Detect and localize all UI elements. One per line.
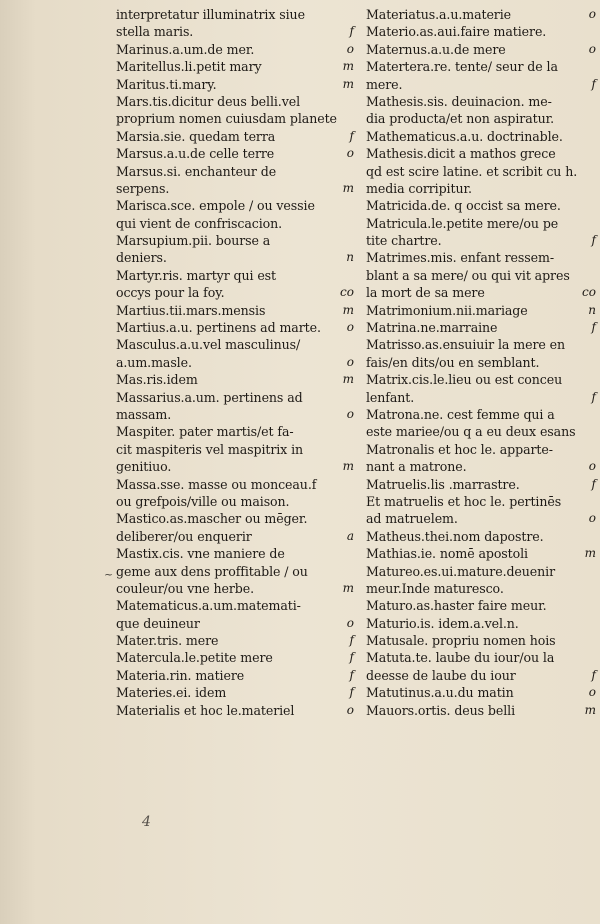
entry-text: Et matruelis et hoc le. pertinēs (366, 493, 562, 509)
gender-mark: m (342, 76, 354, 91)
entry-text: Materia.rin. matiere (116, 667, 245, 683)
text-line (366, 406, 590, 423)
text-line (116, 528, 356, 545)
entry-text: stella maris. (116, 24, 194, 40)
text-line (366, 110, 590, 127)
entry-text: Materiatus.a.u.materie (366, 7, 512, 22)
text-line (116, 284, 356, 301)
text-line (116, 145, 356, 162)
gender-mark: n (588, 302, 596, 317)
text-line (366, 23, 590, 40)
entry-text: Martyr.ris. martyr qui est (116, 267, 277, 283)
text-line (366, 249, 590, 266)
gender-mark: m (584, 546, 596, 561)
text-line (116, 545, 356, 562)
text-line (116, 267, 356, 284)
text-line (366, 336, 590, 353)
gender-mark: o (346, 702, 354, 717)
text-line (366, 215, 590, 232)
gender-mark: f (349, 685, 354, 700)
text-line (116, 180, 356, 197)
entry-text: Marsus.a.u.de celle terre (116, 146, 275, 162)
text-line (366, 702, 596, 719)
entry-text: Massa.sse. masse ou monceau.f (116, 476, 317, 492)
gender-mark: o (588, 7, 596, 21)
text-line (116, 23, 356, 40)
text-line (366, 545, 596, 562)
gender-mark: m (342, 59, 354, 74)
text-line (366, 163, 590, 180)
entry-text: este mariee/ou q a eu deux esans (366, 424, 576, 440)
entry-text: qd est scire latine. et scribit cu h. (366, 163, 578, 179)
text-line (366, 423, 590, 440)
margin-mark: ~ (104, 568, 114, 581)
gender-mark: f (591, 233, 596, 248)
gender-mark: m (584, 702, 596, 717)
text-line (116, 406, 356, 423)
text-line (116, 441, 356, 458)
entry-text: Matercula.le.petite mere (116, 650, 273, 666)
text-line (116, 458, 356, 475)
text-line (116, 215, 356, 232)
text-line (366, 371, 590, 388)
entry-text: la mort de sa mere (366, 285, 485, 301)
text-line (116, 493, 356, 510)
entry-text: Matrona.ne. cest femme qui a (366, 406, 555, 422)
gender-mark: o (346, 354, 354, 369)
entry-text: genitiuo. (116, 459, 172, 475)
text-line (116, 563, 356, 580)
gender-mark: f (591, 667, 596, 682)
text-line (366, 6, 596, 23)
entry-text: Matuta.te. laube du iour/ou la (366, 650, 555, 666)
entry-text: Marsupium.pii. bourse a (116, 233, 271, 249)
entry-text: Matrisso.as.ensuiuir la mere en (366, 337, 565, 353)
text-line (116, 371, 356, 388)
entry-text: Matureo.es.ui.mature.deuenir (366, 563, 556, 579)
entry-text: Maternus.a.u.de mere (366, 41, 506, 57)
entry-text: Matheus.thei.nom dapostre. (366, 528, 544, 544)
entry-text: Matutinus.a.u.du matin (366, 685, 514, 701)
entry-text: deesse de laube du iour (366, 667, 516, 683)
text-line (366, 528, 590, 545)
text-line (366, 684, 596, 701)
gender-mark: f (591, 389, 596, 404)
gender-mark: o (588, 459, 596, 474)
gender-mark: f (349, 667, 354, 682)
text-line (116, 649, 356, 666)
entry-text: Mars.tis.dicitur deus belli.vel (116, 93, 300, 109)
text-line (116, 702, 356, 719)
text-line (366, 180, 590, 197)
gender-mark: m (342, 372, 354, 387)
gender-mark: m (342, 580, 354, 595)
text-line (116, 41, 356, 58)
entry-text: Matematicus.a.um.matemati- (116, 598, 301, 614)
text-line (366, 41, 596, 58)
text-line (116, 336, 356, 353)
text-line (366, 563, 590, 580)
right-column (366, 6, 596, 719)
text-line (116, 319, 356, 336)
entry-text: ou grefpois/ville ou maison. (116, 493, 290, 509)
entry-text: Marisca.sce. empole / ou vessie (116, 198, 315, 214)
text-line (116, 389, 356, 406)
text-line (366, 93, 590, 110)
entry-text: occys pour la foy. (116, 285, 225, 301)
entry-text: Mauors.ortis. deus belli (366, 702, 516, 718)
text-line (366, 632, 590, 649)
gender-mark: o (346, 41, 354, 56)
gender-mark: co (582, 285, 596, 300)
entry-text: fais/en dits/ou en semblant. (366, 354, 540, 370)
text-line (116, 232, 356, 249)
entry-text: massam. (116, 406, 172, 422)
entry-text: Mathematicus.a.u. doctrinable. (366, 128, 563, 144)
gender-mark: a (346, 528, 354, 543)
entry-text: que deuineur (116, 615, 200, 631)
entry-text: Materies.ei. idem (116, 685, 227, 701)
text-line (366, 284, 596, 301)
text-line (116, 58, 356, 75)
text-line (366, 441, 590, 458)
entry-text: Matruelis.lis .marrastre. (366, 476, 520, 492)
left-column (116, 6, 356, 719)
entry-text: Matronalis et hoc le. apparte- (366, 441, 553, 457)
text-line (116, 93, 356, 110)
entry-text: Mater.tris. mere (116, 633, 219, 649)
entry-text: Mastix.cis. vne maniere de (116, 546, 285, 562)
text-line (116, 163, 356, 180)
entry-text: Matricida.de. q occist sa mere. (366, 198, 561, 214)
entry-text: Matricula.le.petite mere/ou pe (366, 215, 559, 231)
gender-mark: o (346, 406, 354, 421)
entry-text: Matusale. propriu nomen hois (366, 633, 556, 649)
text-line (366, 476, 596, 493)
text-line (366, 319, 596, 336)
text-line (366, 267, 590, 284)
entry-text: Matrimonium.nii.mariage (366, 302, 528, 318)
gender-mark: f (591, 320, 596, 335)
text-line (366, 128, 590, 145)
text-line (116, 128, 356, 145)
entry-text: deliberer/ou enquerir (116, 528, 252, 544)
gender-mark: f (349, 650, 354, 665)
text-line (116, 423, 356, 440)
entry-text: nant a matrone. (366, 459, 467, 475)
entry-text: media corripitur. (366, 180, 472, 196)
entry-text: proprium nomen cuiusdam planete (116, 111, 337, 127)
text-line (366, 354, 590, 371)
text-line (366, 145, 590, 162)
entry-text: interpretatur illuminatrix siue (116, 7, 305, 22)
text-line (366, 667, 596, 684)
entry-text: meur.Inde maturesco. (366, 580, 504, 596)
entry-text: Maritus.ti.mary. (116, 76, 217, 92)
entry-text: Mathias.ie. nomē apostoli (366, 546, 528, 562)
text-line (366, 580, 590, 597)
entry-text: qui vient de confriscacion. (116, 215, 283, 231)
text-line (116, 597, 356, 614)
entry-text: mere. (366, 76, 403, 92)
text-line (116, 302, 356, 319)
text-line (116, 6, 356, 23)
text-line (116, 615, 356, 632)
entry-text: lenfant. (366, 389, 415, 405)
text-line (366, 389, 596, 406)
text-line (366, 493, 590, 510)
entry-text: Matrimes.mis. enfant ressem- (366, 250, 554, 266)
entry-text: Mas.ris.idem (116, 372, 198, 388)
entry-text: Marinus.a.um.de mer. (116, 41, 255, 57)
entry-text: couleur/ou vne herbe. (116, 580, 254, 596)
text-line (116, 249, 356, 266)
entry-text: Mathesis.sis. deuinacion. me- (366, 93, 552, 109)
entry-text: Marsia.sie. quedam terra (116, 128, 276, 144)
text-line (116, 632, 356, 649)
entry-text: ad matruelem. (366, 511, 458, 527)
entry-text: Maturo.as.haster faire meur. (366, 598, 547, 614)
entry-text: Matrina.ne.marraine (366, 320, 498, 336)
entry-text: Martius.tii.mars.mensis (116, 302, 266, 318)
entry-text: geme aux dens proffitable / ou (116, 563, 308, 579)
text-line (116, 76, 356, 93)
entry-text: blant a sa mere/ ou qui vit apres (366, 267, 570, 283)
text-line (116, 684, 356, 701)
gender-mark: m (342, 459, 354, 474)
entry-text: Matrix.cis.le.lieu ou est conceu (366, 372, 563, 388)
gender-mark: o (346, 320, 354, 335)
entry-text: dia producta/et non aspiratur. (366, 111, 555, 127)
text-line (366, 232, 596, 249)
text-line (366, 302, 596, 319)
bottom-margin-mark: 4 (142, 814, 151, 830)
text-line (366, 76, 596, 93)
text-line (116, 667, 356, 684)
gender-mark: f (349, 633, 354, 648)
entry-text: Matertera.re. tente/ seur de la (366, 59, 558, 75)
gender-mark: m (342, 180, 354, 195)
gender-mark: f (591, 476, 596, 491)
gender-mark: o (588, 511, 596, 526)
entry-text: deniers. (116, 250, 167, 266)
text-line (116, 510, 356, 527)
gender-mark: f (349, 24, 354, 39)
gender-mark: o (588, 685, 596, 700)
gender-mark: co (340, 285, 354, 300)
gender-mark: n (346, 250, 354, 265)
entry-text: serpens. (116, 180, 170, 196)
gender-mark: m (342, 302, 354, 317)
text-line (366, 597, 590, 614)
text-line (116, 354, 356, 371)
entry-text: Masculus.a.u.vel masculinus/ (116, 337, 301, 353)
entry-text: Maspiter. pater martis/et fa- (116, 424, 294, 440)
entry-text: tite chartre. (366, 233, 442, 249)
text-line (366, 615, 590, 632)
text-line (116, 580, 356, 597)
text-line (116, 110, 356, 127)
text-line (116, 476, 356, 493)
gender-mark: f (349, 128, 354, 143)
entry-text: a.um.masle. (116, 354, 192, 370)
entry-text: Maturio.is. idem.a.vel.n. (366, 615, 519, 631)
entry-text: Mathesis.dicit a mathos grece (366, 146, 556, 162)
text-line (116, 197, 356, 214)
gender-mark: f (591, 76, 596, 91)
entry-text: cit maspiteris vel maspitrix in (116, 441, 304, 457)
entry-text: Materialis et hoc le.materiel (116, 702, 295, 718)
entry-text: Materio.as.aui.faire matiere. (366, 24, 547, 40)
entry-text: Maritellus.li.petit mary (116, 59, 262, 75)
text-line (366, 58, 590, 75)
entry-text: Mastico.as.mascher ou mēger. (116, 511, 308, 527)
gender-mark: o (346, 615, 354, 630)
text-line (366, 458, 596, 475)
gender-mark: o (588, 41, 596, 56)
entry-text: Marsus.si. enchanteur de (116, 163, 277, 179)
text-line (366, 197, 590, 214)
text-line (366, 649, 590, 666)
gender-mark: o (346, 146, 354, 161)
entry-text: Martius.a.u. pertinens ad marte. (116, 320, 321, 336)
entry-text: Massarius.a.um. pertinens ad (116, 389, 303, 405)
text-line (366, 510, 596, 527)
